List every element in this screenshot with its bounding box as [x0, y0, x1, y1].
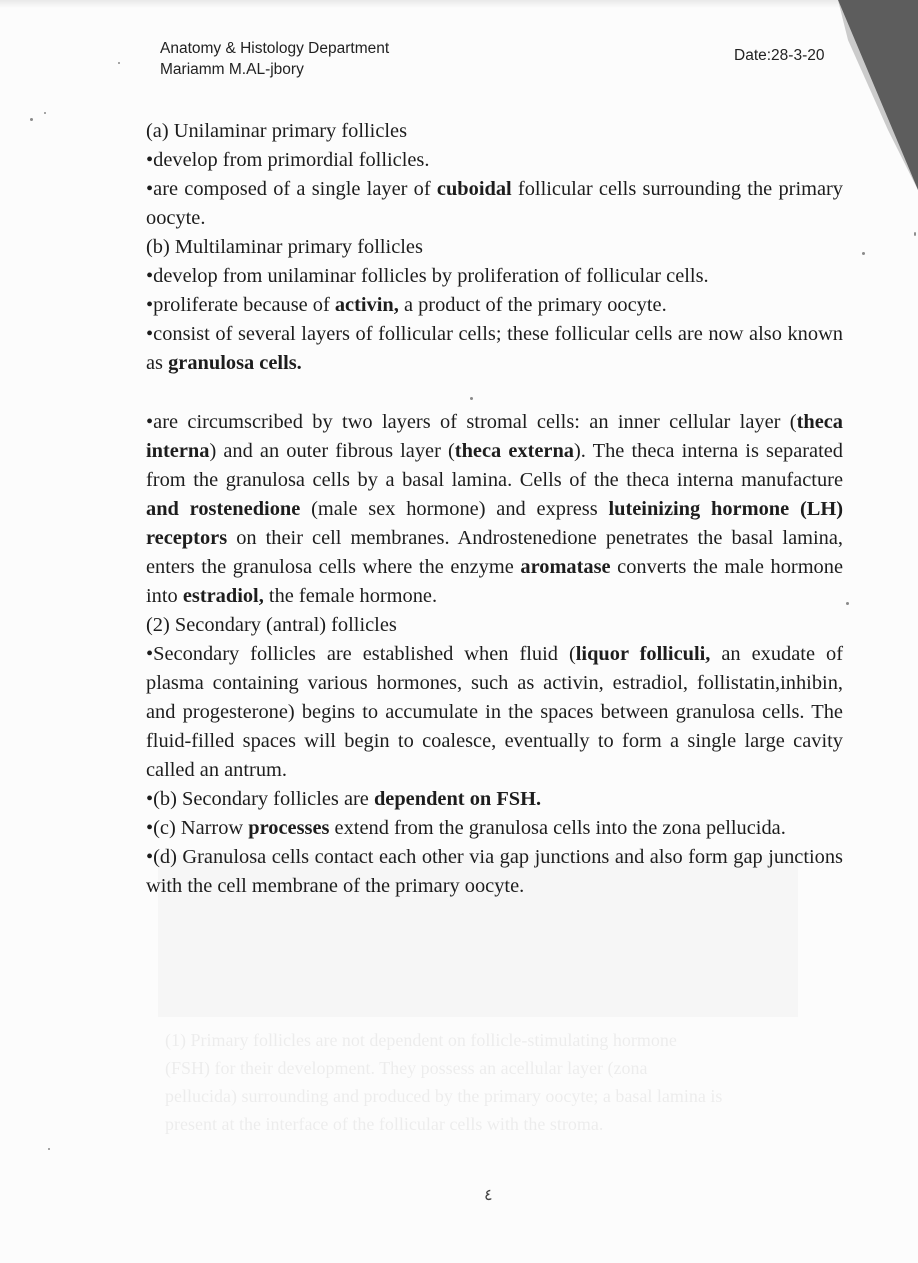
bleed-through-text: pellucida) surrounding and produced by the primary oocyte; a basal lamina is: [165, 1086, 723, 1106]
bullet-item: •(d) Granulosa cells contact each other via gap junctions and also form gap junctions with the cell membrane of the primary oocyte.: [146, 846, 843, 897]
bullet-item: •develop from primordial follicles.: [146, 149, 430, 171]
scan-speck: [118, 62, 120, 64]
paragraph-gap: [146, 378, 843, 408]
document-body: [146, 117, 843, 901]
section-heading-b: (b) Multilaminar primary follicles: [146, 236, 423, 258]
header-date: Date:28-3-20: [734, 47, 825, 64]
scan-speck: [862, 252, 865, 255]
scan-speck: [30, 118, 33, 121]
bleed-through-text: present at the interface of the follicular cells with the stroma.: [165, 1114, 604, 1134]
author-name: Mariamm M.AL-jbory: [160, 61, 304, 78]
page-number: ٤: [484, 1187, 493, 1204]
scan-speck: [470, 397, 473, 400]
section-heading-a: (a) Unilaminar primary follicles: [146, 120, 408, 142]
department-name: Anatomy & Histology Department: [160, 40, 390, 57]
scan-speck: [44, 112, 46, 114]
bullet-item: •Secondary follicles are established when fluid (liquor folliculi, an exudate of plasma containing various hormones, such as activin, estradiol, follistatin,inhibin, and progesterone) begins to accumulate in the spaces between granulosa cells. The fluid-filled spaces will begin to coalesce, eventually to form a single large cavity called an antrum.: [146, 643, 843, 781]
bullet-item: •(b) Secondary follicles are dependent on FSH.: [146, 788, 542, 810]
bullet-item: •proliferate because of activin, a product of the primary oocyte.: [146, 294, 667, 316]
bleed-through-text: (FSH) for their development. They possess an acellular layer (zona: [165, 1058, 648, 1078]
header-department: [160, 38, 389, 80]
bullet-item: •(c) Narrow processes extend from the granulosa cells into the zona pellucida.: [146, 817, 786, 839]
scan-speck: [846, 602, 849, 605]
scan-speck: [48, 1148, 50, 1150]
section-heading-2: (2) Secondary (antral) follicles: [146, 614, 397, 636]
bullet-item: •develop from unilaminar follicles by proliferation of follicular cells.: [146, 265, 709, 287]
bullet-item: •consist of several layers of follicular cells; these follicular cells are now also known as granulosa cells.: [146, 323, 843, 374]
theca-paragraph: •are circumscribed by two layers of stromal cells: an inner cellular layer (theca interna) and an outer fibrous layer (theca externa). The theca interna is separated from the granulosa cells by a basal lamina. Cells of the theca interna manufacture and rostenedione (male sex hormone) and express luteinizing hormone (LH) receptors on their cell membranes. Androstenedione penetrates the basal lamina, enters the granulosa cells where the enzyme aromatase converts the male hormone into estradiol, the female hormone.: [146, 411, 843, 607]
bullet-item: •are composed of a single layer of cuboidal follicular cells surrounding the primary oocyte.: [146, 178, 844, 229]
scan-speck: [914, 232, 916, 236]
bleed-through-text: (1) Primary follicles are not dependent on follicle-stimulating hormone: [165, 1030, 677, 1050]
